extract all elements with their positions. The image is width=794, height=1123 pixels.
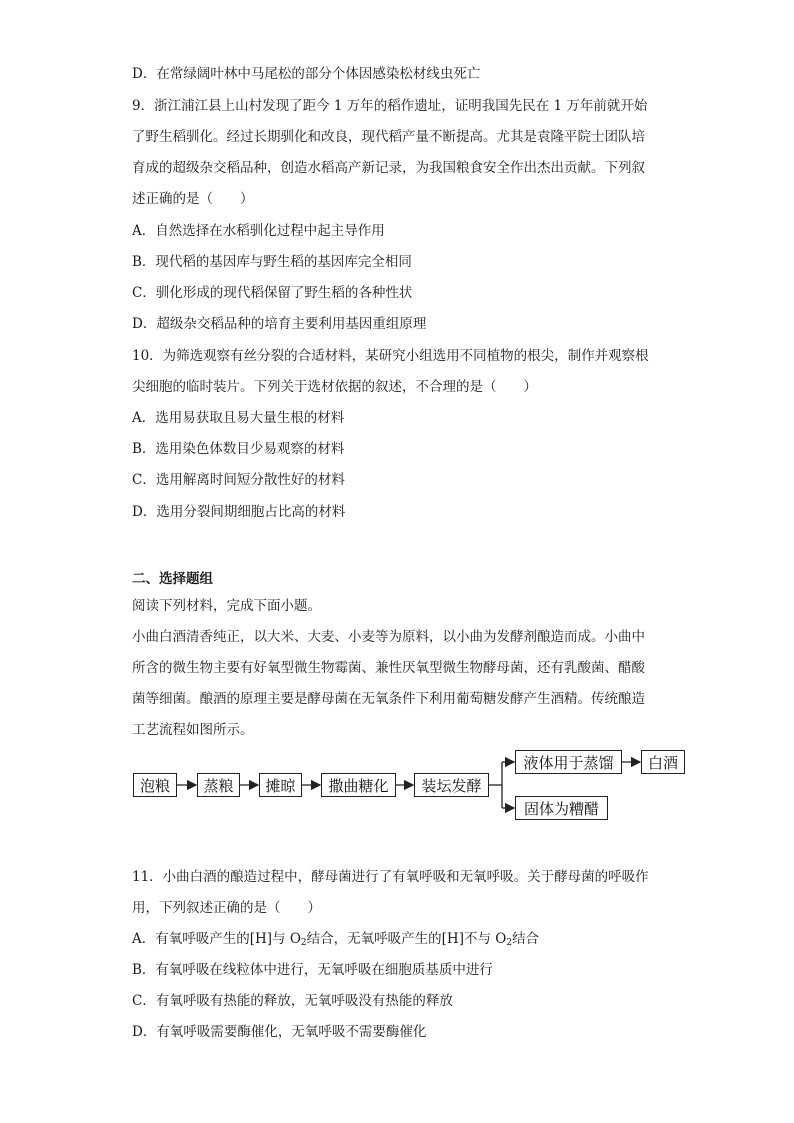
section-2-title: 二、选择题组 (132, 571, 213, 587)
q9-option-d: D．超级杂交稻品种的培育主要利用基因重组原理 (132, 316, 427, 332)
q9-stem-line-4: 述正确的是（ ） (132, 191, 254, 207)
q11-option-a-part3: 结合 (512, 931, 540, 947)
material-line-2: 所含的微生物主要有好氧型微生物霉菌、兼性厌氧型微生物酵母菌，还有乳酸菌、醋酸 (132, 660, 645, 676)
q11-option-a-sub2: 2 (506, 938, 513, 948)
q9-stem-line-1: 9．浙江浦江县上山村发现了距今 1 万年的稻作遗址，证明我国先民在 1 万年前就开始 (132, 98, 648, 114)
flow-step-cool: 摊晾 (259, 773, 302, 797)
q11-option-a-part1: A．有氧呼吸产生的[H]与 O (132, 931, 301, 947)
q11-option-c: C．有氧呼吸有热能的释放，无氧呼吸没有热能的释放 (132, 993, 453, 1009)
q9-stem-line-3: 育成的超级杂交稻品种，创造水稻高产新记录，为我国粮食安全作出杰出贡献。下列叙 (132, 160, 645, 176)
flow-step-steam: 蒸粮 (197, 773, 240, 797)
q9-option-a: A．自然选择在水稻驯化过程中起主导作用 (132, 223, 385, 239)
q10-option-a: A．选用易获取且易大量生根的材料 (132, 410, 345, 426)
q9-option-b: B．现代稻的基因库与野生稻的基因库完全相同 (132, 254, 412, 270)
q11-option-a-part2: 结合，无氧呼吸产生的[H]不与 O (306, 931, 507, 947)
material-line-4: 工艺流程如图所示。 (132, 722, 254, 738)
flow-step-saccharify: 撒曲糖化 (321, 773, 396, 797)
q10-stem-line-2: 尖细胞的临时装片。下列关于选材依据的叙述，不合理的是（ ） (132, 379, 537, 395)
material-line-1: 小曲白酒清香纯正，以大米、大麦、小麦等为原料，以小曲为发酵剂酿造而成。小曲中 (132, 629, 645, 645)
q10-option-d: D．选用分裂间期细胞占比高的材料 (132, 504, 346, 520)
q10-option-c: C．选用解离时间短分散性好的材料 (132, 472, 345, 488)
q8-option-d: D．在常绿阔叶林中马尾松的部分个体因感染松材线虫死亡 (132, 66, 481, 82)
q11-option-a-sub1: 2 (300, 938, 307, 948)
q11-stem-line-2: 用，下列叙述正确的是（ ） (132, 900, 321, 916)
q10-option-b: B．选用染色体数目少易观察的材料 (132, 441, 345, 457)
q11-option-b: B．有氧呼吸在线粒体中进行，无氧呼吸在细胞质基质中进行 (132, 962, 493, 978)
q11-stem-line-1: 11．小曲白酒的酿造过程中，酵母菌进行了有氧呼吸和无氧呼吸。关于酵母菌的呼吸作 (132, 869, 649, 885)
q11-option-d: D．有氧呼吸需要酶催化，无氧呼吸不需要酶催化 (132, 1024, 427, 1040)
material-line-3: 菌等细菌。酿酒的原理主要是酵母菌在无氧条件下利用葡萄糖发酵产生酒精。传统酿造 (132, 691, 645, 707)
flow-final-liquor: 白酒 (641, 750, 685, 774)
section-2-intro: 阅读下列材料，完成下面小题。 (132, 598, 321, 614)
q9-option-c: C．驯化形成的现代稻保留了野生稻的各种性状 (132, 285, 413, 301)
flow-step-ferment: 装坛发酵 (414, 773, 489, 797)
q11-option-a (132, 929, 672, 953)
q9-stem-line-2: 了野生稻驯化。经过长期驯化和改良，现代稻产量不断提高。尤其是袁隆平院士团队培 (132, 129, 645, 145)
q10-stem-line-1: 10．为筛选观察有丝分裂的合适材料，某研究小组选用不同植物的根尖，制作并观察根 (132, 348, 649, 364)
flow-branch-liquid: 液体用于蒸馏 (515, 750, 622, 774)
flow-branch-solid: 固体为糟醋 (515, 796, 608, 820)
flow-step-soak: 泡粮 (133, 773, 177, 797)
